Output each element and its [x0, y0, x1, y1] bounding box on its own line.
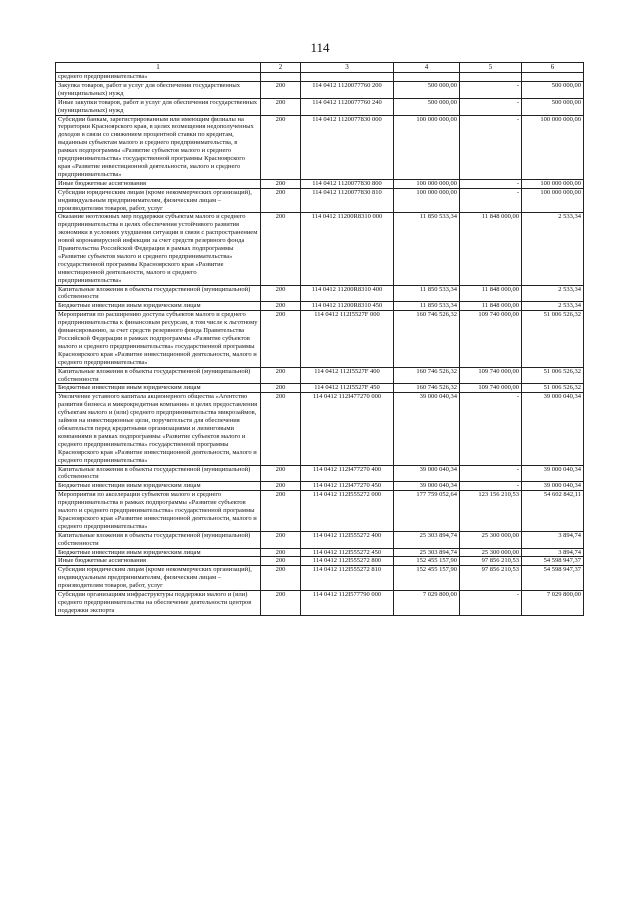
row-remaining-amount	[522, 73, 584, 82]
row-executed-amount: 109 740 000,00	[460, 384, 522, 393]
row-code: 200	[261, 179, 301, 188]
row-planned-amount: 500 000,00	[394, 98, 460, 115]
row-remaining-amount: 54 602 842,11	[522, 491, 584, 532]
row-planned-amount: 152 455 157,90	[394, 566, 460, 591]
row-budget-code: 114 0412 112I555272 000	[301, 491, 394, 532]
row-budget-code: 114 0412 112I5527F 400	[301, 367, 394, 384]
row-description: Капитальные вложения в объекты государственной (муниципальной) собственности	[56, 531, 261, 548]
row-remaining-amount: 500 000,00	[522, 98, 584, 115]
row-description: Иные бюджетные ассигнования	[56, 179, 261, 188]
row-planned-amount: 11 850 533,34	[394, 302, 460, 311]
row-budget-code	[301, 73, 394, 82]
row-remaining-amount: 100 000 000,00	[522, 179, 584, 188]
row-executed-amount: -	[460, 465, 522, 482]
row-budget-code: 114 0412 1120077760 240	[301, 98, 394, 115]
row-planned-amount: 39 000 040,34	[394, 465, 460, 482]
row-code: 200	[261, 531, 301, 548]
row-code: 200	[261, 557, 301, 566]
row-remaining-amount: 51 006 526,32	[522, 367, 584, 384]
row-remaining-amount: 39 000 040,34	[522, 465, 584, 482]
table-row	[56, 73, 584, 82]
column-header: 6	[522, 63, 584, 73]
row-remaining-amount: 51 006 526,32	[522, 311, 584, 367]
row-budget-code: 114 0412 112I5527F 450	[301, 384, 394, 393]
row-code: 200	[261, 81, 301, 98]
row-budget-code: 114 0412 11200R8310 450	[301, 302, 394, 311]
row-code: 200	[261, 566, 301, 591]
row-description: Мероприятия по акселерации субъектов малого и среднего предпринимательства в рамках подпрограммы «Развитие субъектов малого и среднего предпринимательства» государственной программы Красноярского края «Развитие инвестиционной деятельности, малого и среднего предпринимательства»	[56, 491, 261, 532]
row-executed-amount: 11 848 000,00	[460, 302, 522, 311]
row-executed-amount: 25 300 000,00	[460, 548, 522, 557]
row-remaining-amount: 3 894,74	[522, 531, 584, 548]
row-planned-amount: 7 029 800,00	[394, 591, 460, 616]
row-remaining-amount: 3 894,74	[522, 548, 584, 557]
row-budget-code: 114 0412 112I555272 400	[301, 531, 394, 548]
row-description: Иные закупки товаров, работ и услуг для обеспечения государственных (муниципальных) нужд	[56, 98, 261, 115]
row-remaining-amount: 54 598 947,37	[522, 557, 584, 566]
row-planned-amount: 177 759 052,64	[394, 491, 460, 532]
table-row	[56, 179, 584, 188]
row-executed-amount: 25 300 000,00	[460, 531, 522, 548]
table-row	[56, 491, 584, 532]
row-executed-amount: 97 856 210,53	[460, 557, 522, 566]
row-planned-amount: 100 000 000,00	[394, 179, 460, 188]
column-header: 5	[460, 63, 522, 73]
row-budget-code: 114 0412 112I477270 400	[301, 465, 394, 482]
row-description: Бюджетные инвестиции иным юридическим лицам	[56, 302, 261, 311]
table-row	[56, 384, 584, 393]
row-code: 200	[261, 311, 301, 367]
row-description: Увеличение уставного капитала акционерного общества «Агентство развития бизнеса и микрокредитная компания» в целях предоставления субъектам малого и (или) среднего предпринимательства микрозаймов, займов на инвестиционные цели, поручительств для обеспечения обязательств перед кредитными организациями и лизинговыми компаниями в рамках подпрограммы «Развитие субъектов малого и среднего предпринимательства» государственной программы Красноярского края «Развитие инвестиционной деятельности, малого и среднего предпринимательства»	[56, 393, 261, 465]
row-executed-amount: -	[460, 591, 522, 616]
row-remaining-amount: 39 000 040,34	[522, 393, 584, 465]
row-remaining-amount: 7 029 800,00	[522, 591, 584, 616]
row-executed-amount: -	[460, 179, 522, 188]
table-row	[56, 115, 584, 179]
row-description: Субсидии юридическим лицам (кроме некоммерческих организаций), индивидуальным предпринимателям, физическим лицам – производителям товаров, работ, услуг	[56, 566, 261, 591]
row-planned-amount: 25 303 894,74	[394, 548, 460, 557]
row-remaining-amount: 2 533,34	[522, 302, 584, 311]
row-description: Капитальные вложения в объекты государственной (муниципальной) собственности	[56, 465, 261, 482]
row-description: Бюджетные инвестиции иным юридическим лицам	[56, 384, 261, 393]
column-header: 3	[301, 63, 394, 73]
page-number: 114	[310, 40, 330, 55]
row-planned-amount: 160 746 526,32	[394, 311, 460, 367]
row-budget-code: 114 0412 112I555272 450	[301, 548, 394, 557]
row-budget-code: 114 0412 11200R8310 000	[301, 213, 394, 285]
row-code: 200	[261, 393, 301, 465]
row-remaining-amount: 39 000 040,34	[522, 482, 584, 491]
table-body	[56, 73, 584, 616]
table-row	[56, 302, 584, 311]
table-row	[56, 311, 584, 367]
budget-table	[55, 62, 584, 616]
row-executed-amount: 97 856 210,53	[460, 566, 522, 591]
row-executed-amount: 109 740 000,00	[460, 367, 522, 384]
row-planned-amount: 100 000 000,00	[394, 115, 460, 179]
row-remaining-amount: 100 000 000,00	[522, 115, 584, 179]
row-description: Закупка товаров, работ и услуг для обеспечения государственных (муниципальных) нужд	[56, 81, 261, 98]
row-budget-code: 114 0412 11200R8310 400	[301, 285, 394, 302]
row-code: 200	[261, 98, 301, 115]
table-row	[56, 531, 584, 548]
row-remaining-amount: 100 000 000,00	[522, 188, 584, 213]
table-row	[56, 548, 584, 557]
table-row	[56, 566, 584, 591]
row-description: Капитальные вложения в объекты государственной (муниципальной) собственности	[56, 285, 261, 302]
table-row	[56, 482, 584, 491]
row-planned-amount: 25 303 894,74	[394, 531, 460, 548]
column-header: 1	[56, 63, 261, 73]
row-remaining-amount: 54 598 947,37	[522, 566, 584, 591]
row-planned-amount: 11 850 533,34	[394, 213, 460, 285]
table-row	[56, 393, 584, 465]
row-budget-code: 114 0412 112I477270 450	[301, 482, 394, 491]
row-budget-code: 114 0412 112I555272 800	[301, 557, 394, 566]
row-planned-amount	[394, 73, 460, 82]
row-remaining-amount: 2 533,34	[522, 213, 584, 285]
row-executed-amount: -	[460, 115, 522, 179]
row-description: Субсидии организациям инфраструктуры поддержки малого и (или) среднего предпринимательства на обеспечение деятельности центров поддержки экспорта	[56, 591, 261, 616]
row-description: Бюджетные инвестиции иным юридическим лицам	[56, 548, 261, 557]
column-header-row	[56, 63, 584, 73]
table-row	[56, 81, 584, 98]
row-code: 200	[261, 285, 301, 302]
row-executed-amount: 11 848 000,00	[460, 213, 522, 285]
row-executed-amount: 11 848 000,00	[460, 285, 522, 302]
row-budget-code: 114 0412 1120077760 200	[301, 81, 394, 98]
column-header: 4	[394, 63, 460, 73]
row-remaining-amount: 51 006 526,32	[522, 384, 584, 393]
table-row	[56, 557, 584, 566]
column-header: 2	[261, 63, 301, 73]
row-description: Иные бюджетные ассигнования	[56, 557, 261, 566]
table-row	[56, 98, 584, 115]
row-remaining-amount: 500 000,00	[522, 81, 584, 98]
row-code: 200	[261, 591, 301, 616]
row-executed-amount: -	[460, 81, 522, 98]
row-planned-amount: 500 000,00	[394, 81, 460, 98]
row-code: 200	[261, 548, 301, 557]
row-description: Субсидии банкам, зарегистрированным или имеющим филиалы на территории Красноярского края, в целях возмещения недополученных доходов в связи со снижением процентной ставки по кредитам, выданным субъектам малого и среднего предпринимательства, в рамках подпрограммы «Развитие субъектов малого и среднего предпринимательства» государственной программы Красноярского края «Развитие инвестиционной деятельности, малого и среднего предпринимательства»	[56, 115, 261, 179]
row-code: 200	[261, 482, 301, 491]
table-row	[56, 367, 584, 384]
row-executed-amount: -	[460, 482, 522, 491]
row-code: 200	[261, 367, 301, 384]
row-planned-amount: 160 746 526,32	[394, 367, 460, 384]
row-code: 200	[261, 491, 301, 532]
row-description: среднего предпринимательства»	[56, 73, 261, 82]
row-planned-amount: 152 455 157,90	[394, 557, 460, 566]
row-remaining-amount: 2 533,34	[522, 285, 584, 302]
table-row	[56, 213, 584, 285]
row-code	[261, 73, 301, 82]
table-row	[56, 285, 584, 302]
row-code: 200	[261, 302, 301, 311]
row-budget-code: 114 0412 112I555272 810	[301, 566, 394, 591]
row-executed-amount: -	[460, 393, 522, 465]
row-executed-amount: -	[460, 188, 522, 213]
row-executed-amount: -	[460, 98, 522, 115]
row-description: Оказание неотложных мер поддержки субъектам малого и среднего предпринимательства в целях обеспечения устойчивого развития экономики в условиях ухудшения ситуации в связи с распространением новой коронавирусной инфекции за счет средств резервного фонда Правительства Российской Федерации в рамках подпрограммы «Развитие субъектов малого и среднего предпринимательства» государственной программы Красноярского края «Развитие инвестиционной деятельности, малого и среднего предпринимательства»	[56, 213, 261, 285]
row-code: 200	[261, 384, 301, 393]
table-row	[56, 465, 584, 482]
row-planned-amount: 100 000 000,00	[394, 188, 460, 213]
row-description: Субсидии юридическим лицам (кроме некоммерческих организаций), индивидуальным предпринимателям, физическим лицам – производителям товаров, работ, услуг	[56, 188, 261, 213]
row-planned-amount: 39 000 040,34	[394, 482, 460, 491]
row-description: Капитальные вложения в объекты государственной (муниципальной) собственности	[56, 367, 261, 384]
row-code: 200	[261, 188, 301, 213]
row-code: 200	[261, 115, 301, 179]
row-planned-amount: 39 000 040,34	[394, 393, 460, 465]
row-budget-code: 114 0412 1120077830 800	[301, 179, 394, 188]
row-budget-code: 114 0412 1120077830 000	[301, 115, 394, 179]
row-budget-code: 114 0412 112I477270 000	[301, 393, 394, 465]
row-description: Мероприятия по расширению доступа субъектов малого и среднего предпринимательства к финансовым ресурсам, в том числе к льготному финансированию, за счет средств резервного фонда Правительства Российской Федерации в рамках подпрограммы «Развитие субъектов малого и среднего предпринимательства» государственной программы Красноярского края «Развитие инвестиционной деятельности, малого и среднего предпринимательства»	[56, 311, 261, 367]
row-code: 200	[261, 465, 301, 482]
row-budget-code: 114 0412 112I5527F 000	[301, 311, 394, 367]
row-budget-code: 114 0412 1120077830 810	[301, 188, 394, 213]
row-executed-amount	[460, 73, 522, 82]
row-description: Бюджетные инвестиции иным юридическим лицам	[56, 482, 261, 491]
row-code: 200	[261, 213, 301, 285]
row-budget-code: 114 0412 112I577790 000	[301, 591, 394, 616]
table-row	[56, 591, 584, 616]
row-executed-amount: 123 156 210,53	[460, 491, 522, 532]
row-planned-amount: 11 850 533,34	[394, 285, 460, 302]
row-executed-amount: 109 740 000,00	[460, 311, 522, 367]
table-row	[56, 188, 584, 213]
row-planned-amount: 160 746 526,32	[394, 384, 460, 393]
